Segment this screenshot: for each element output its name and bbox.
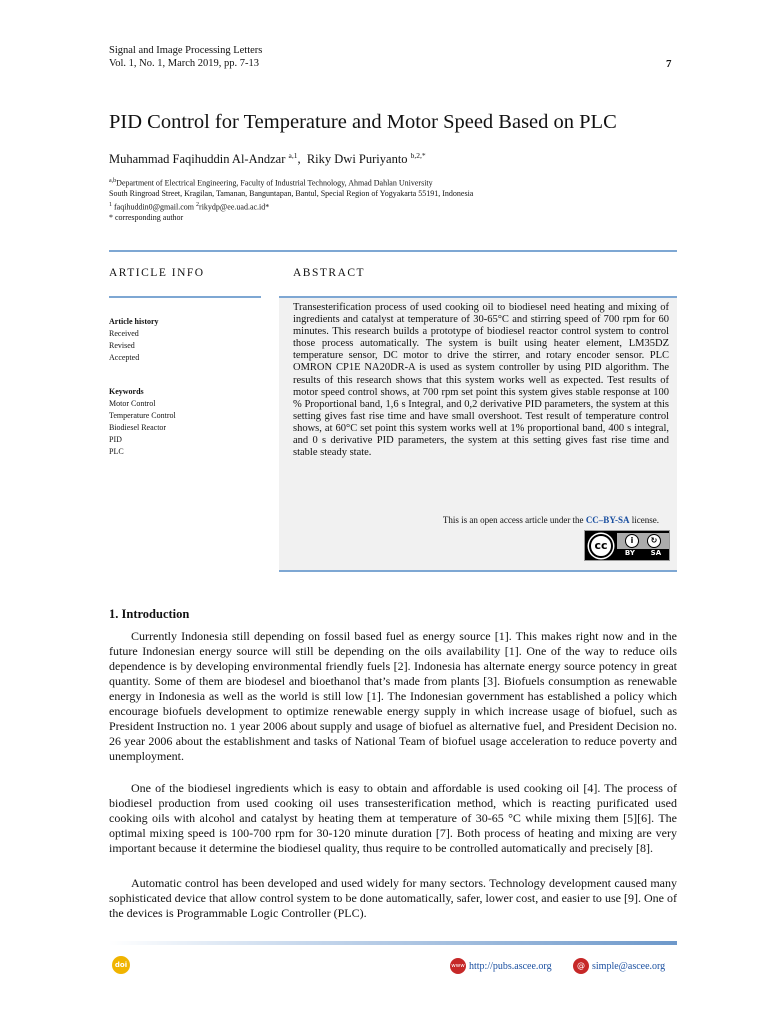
email-icon: @ (573, 958, 589, 974)
keyword-item: Biodiesel Reactor (109, 423, 167, 432)
email-link[interactable] (573, 958, 665, 974)
abstract-box (279, 298, 677, 570)
affiliation-mark: a,b (109, 178, 117, 184)
author-list (109, 148, 426, 167)
email-mark: 2 (196, 202, 200, 208)
body-paragraph: One of the biodiesel ingredients which is easy to obtain and affordable is used cooking oil [4]. The process of biodiesel production from used cooking oil uses transesterification method, which is reacting purificated used cooking oils with alcohol and catalyst by heating them at temperature of 30-65 °C while mixing them [5][6]. The optimal mixing speed is 100-700 rpm for 30-120 minute duration [7]. Both process of heating and mixing are very important because it determine the biodiesel quality, thus require to be controlled automatically and precisely [8]. (109, 781, 677, 855)
author-separator: , (297, 152, 304, 167)
section-divider (109, 250, 677, 252)
footer-divider (109, 941, 677, 945)
keyword-item: Temperature Control (109, 411, 176, 420)
email-mark: 1 (109, 202, 112, 208)
journal-name: Signal and Image Processing Letters (109, 45, 263, 56)
website-link[interactable] (450, 958, 552, 974)
abstract-label: ABSTRACT (293, 267, 366, 279)
license-prefix: This is an open access article under the (442, 515, 586, 525)
badge-by-label: BY (624, 549, 635, 557)
corresponding-author-note: * corresponding author (109, 213, 184, 222)
author-name: Muhammad Faqihuddin Al-Andzar (109, 152, 286, 167)
web-icon: www (450, 958, 466, 974)
journal-volume: Vol. 1, No. 1, March 2019, pp. 7-13 (109, 58, 260, 69)
website-url[interactable]: http://pubs.ascee.org (469, 960, 552, 972)
keywords-heading: Keywords (109, 387, 144, 396)
affiliation-text: Department of Electrical Engineering, Faculty of Industrial Technology, Ahmad Dahlan University (116, 178, 433, 188)
cc-icon: cc (589, 534, 613, 558)
affiliation-department (109, 176, 669, 189)
author-emails (109, 200, 669, 213)
abstract-divider-bottom (279, 570, 677, 572)
cc-by-sa-badge[interactable] (584, 530, 670, 561)
body-paragraph: Currently Indonesia still depending on fossil based fuel as energy source [1]. This makes right now and in the future Indonesian energy source will still be depending on the oils availability [1]. One of the way to reduce oils dependence is by developing environmental friendly fuels [2]. Indonesia has alternate energy source potency in great quantity. Some of them are biodesel and bioethanol that’s made from plants [3]. Biofuels consumption as renewable energy in Indonesia as well as the world is still low [1]. The Indonesian government has established a policy which encourage biofuels development to optimize renewable energy supply in which increase usage of biofuel, such as President Instruction no. 1 year 2006 about supply and usage of biofuel as alternative fuel, and President Decision no. 26 year 2006 about the establishment and tasks of National Team of biofuel usage acceleration to reduce poverty and unemployment. (109, 629, 677, 763)
author-affiliation-mark: a,1 (288, 151, 298, 160)
author-name: Riky Dwi Puriyanto (306, 152, 408, 167)
sa-icon: ↻ (647, 534, 661, 548)
keyword-item: PID (109, 435, 122, 444)
history-item: Received (109, 329, 139, 338)
email-address[interactable]: simple@ascee.org (592, 960, 666, 972)
badge-terms (617, 549, 669, 558)
paper-title: PID Control for Temperature and Motor Speed Based on PLC (109, 111, 617, 133)
license-link[interactable]: CC–BY-SA (585, 515, 630, 525)
license-statement (279, 515, 659, 525)
introduction-heading: 1. Introduction (109, 607, 190, 621)
keyword-item: Motor Control (109, 399, 156, 408)
email-1[interactable]: faqihuddin0@gmail.com (112, 202, 197, 212)
body-paragraph: Automatic control has been developed and used widely for many sectors. Technology development caused many sophisticated device that allow control system to be done automatically, safer, lower cost, and easier to use [9]. One of the devices is Programmable Logic Controller (PLC). (109, 876, 677, 920)
by-icon: i (625, 534, 639, 548)
license-icon-row (617, 533, 669, 549)
keyword-item: PLC (109, 447, 124, 456)
article-info-divider (109, 296, 261, 298)
badge-sa-label: SA (650, 549, 662, 557)
history-item: Accepted (109, 353, 140, 362)
article-history-heading: Article history (109, 317, 159, 326)
history-item: Revised (109, 341, 135, 350)
author-affiliation-mark: b,2,* (410, 151, 426, 160)
abstract-text: Transesterification process of used cooking oil to biodiesel need heating and mixing of ingredients and catalyst at temperature of 30-65°C and stirring speed of 700 rpm for 60 minutes. This research builds a prototype of biodiesel reactor control system to control those process automatically. The system is built using heater element, LM35DZ temperature sensor, DC motor to drive the stirrer, and rotary encoder sensor. PLC OMRON CP1E NA20DR-A is used as system controller by using PID algorithm. The results of this research shows that this system works well as expected. Test results of motor speed control shows, at 700 rpm set point this system gives stable response at 100 % Proportional band, 1,6 s Integral, and 0,2 derivative PID parameters, the system at this setting gives fast rise time and have small overshoot. Test result of temperature control shows, at 60°C set point this system works well at 1% proportional band, 400 s integral, and 0 s derivative PID parameters, the system at this setting gives fast rise time and stable steady state. (293, 302, 669, 459)
doi-icon[interactable]: doi (112, 956, 130, 974)
email-2[interactable]: rikydp@ee.uad.ac.id* (199, 202, 270, 212)
affiliation-address: South Ringroad Street, Kragilan, Tamanan, Banguntapan, Bantul, Special Region of Yogyakarta 55191, Indonesia (109, 189, 474, 198)
article-info-label: ARTICLE INFO (109, 267, 205, 279)
license-suffix: license. (629, 515, 659, 525)
page-number: 7 (666, 58, 672, 70)
